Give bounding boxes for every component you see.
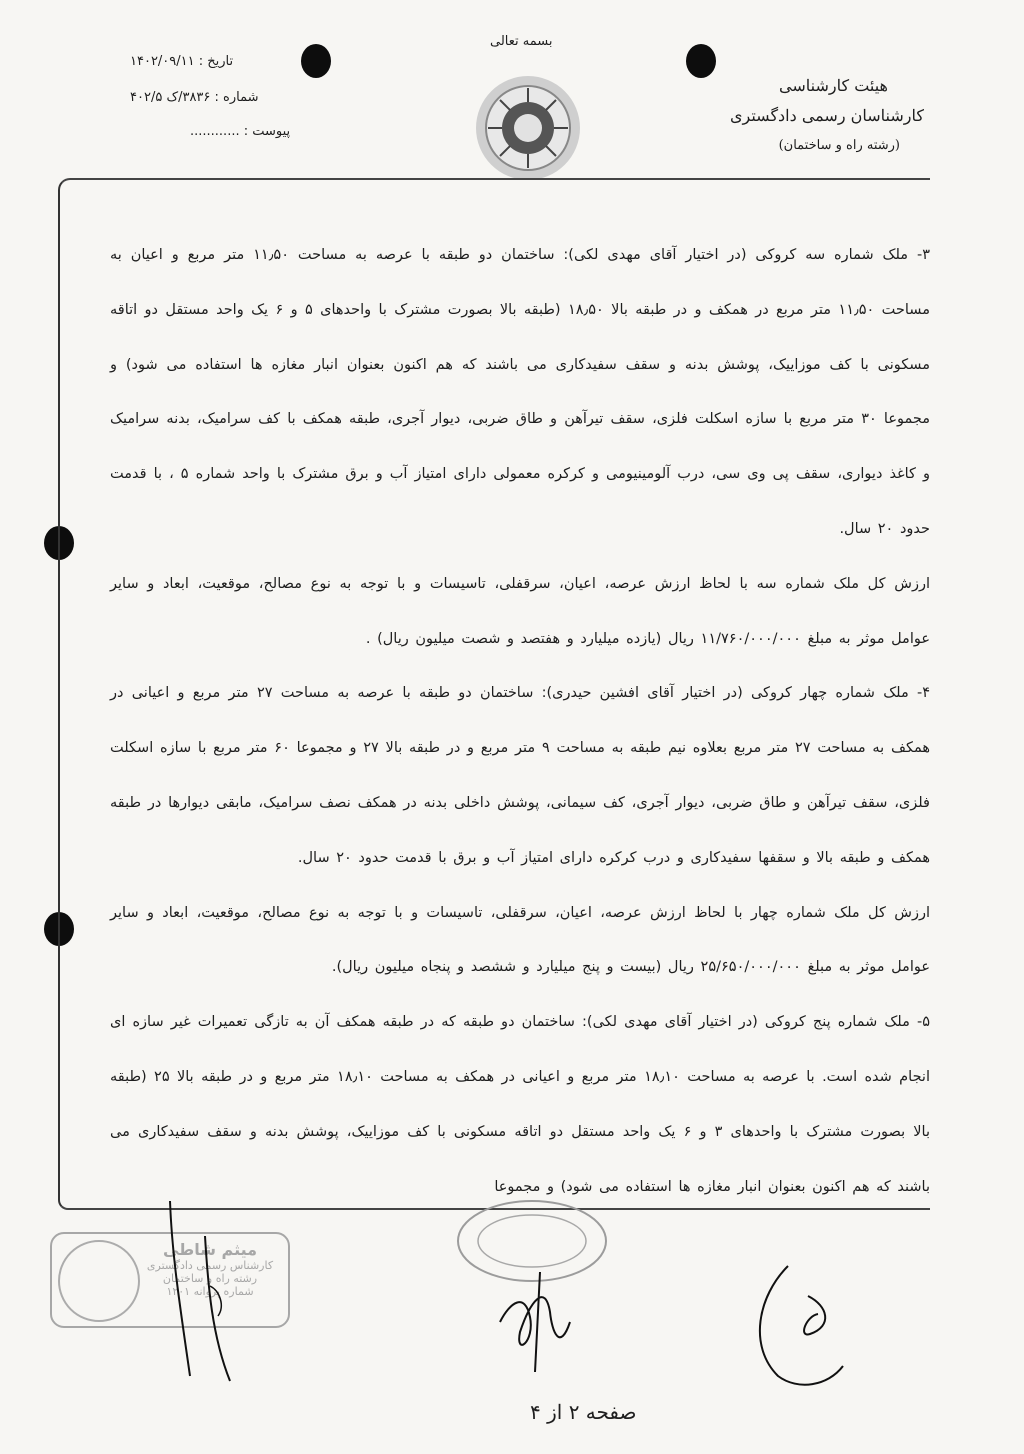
report-body — [110, 228, 930, 1214]
field-subtitle: (رشته راه و ساختمان) — [778, 138, 900, 153]
signature-center — [490, 1262, 590, 1382]
paragraph-property-3: ۳- ملک شماره سه کروکی (در اختیار آقای مهدی لکی): ساختمان دو طبقه با عرصه به مساحت ۱۱٫۵۰ متر مربع و اعیان به مساحت ۱۱٫۵۰ متر مربع در همکف و در طبقه بالا ۱۸٫۵۰ (طبقه بالا بصورت مشترک با واحدهای ۵ و ۶ یک واحد مستقل دو اتاقه مسکونی با کف موزاییک، پوشش بدنه و سقف سفیدکاری می باشند که هم اکنون بعنوان انبار مغازه ها استفاده می شود) و مجموعا ۳۰ متر مربع با سازه اسکلت فلزی، سقف تیرآهن و طاق ضربی، دیوار آجری، طبقه همکف با کف سرامیک، بدنه سرامیک و کاغذ دیواری، سقف پی وی سی، درب آلومینیومی و کرکره معمولی دارای امتیاز آب و برق مشترک با واحد شماره ۵ ، با قدمت حدود ۲۰ سال. — [110, 247, 930, 537]
paragraph-valuation-3: ارزش کل ملک شماره سه با لحاظ ارزش عرصه، اعیان، سرقفلی، تاسیسات و با توجه به نوع مصالح، موقعیت، ابعاد و سایر عوامل موثر به مبلغ ۱۱/۷۶۰/۰۰۰/۰۰۰ ریال (یازده میلیارد و هفتصد و شصت میلیون ریال) . — [110, 575, 930, 647]
stamp-line-3: شماره پروانه ۱۲۰۱ — [166, 1285, 254, 1298]
paragraph-property-4: ۴- ملک شماره چهار کروکی (در اختیار آقای افشین حیدری): ساختمان دو طبقه با عرصه به مساحت ۲۷ متر مربع و اعیانی در همکف به مساحت ۲۷ متر مربع بعلاوه نیم طبقه به مساحت ۹ متر مربع و در طبقه بالا ۲۷ و مجموعا ۶۰ متر مربع با سازه اسکلت فلزی، سقف تیرآهن و طاق ضربی، دیوار آجری، کف سیمانی، پوشش داخلی بدنه در همکف نصف سرامیک، مابقی دیوارها در طبقه همکف و طبقه بالا و سقفها سفیدکاری و درب کرکره دارای امتیاز آب و برق با قدمت حدود ۲۰ سال. — [110, 685, 931, 866]
signature-left — [150, 1196, 260, 1386]
paragraph-property-5: ۵- ملک شماره پنج کروکی (در اختیار آقای مهدی لکی): ساختمان دو طبقه که در طبقه همکف آن به تازگی تعمیرات غیر سازه ای انجام شده است. با عرصه به مساحت ۱۸٫۱۰ متر مربع و اعیانی در همکف به مساحت ۱۸٫۱۰ متر مربع و در طبقه بالا ۲۵ (طبقه بالا بصورت مشترک با واحدهای ۳ و ۶ یک واحد مستقل دو اتاقه مسکونی با کف موزاییک، پوشش بدنه و سقف سفیدکاری می باشند که هم اکنون بعنوان انبار مغازه ها استفاده می شود) و مجموعا — [110, 1014, 930, 1195]
page-number: صفحه ۲ از ۴ — [530, 1400, 637, 1424]
letter-date: تاریخ : ۱۴۰۲/۰۹/۱۱ — [130, 54, 234, 69]
letter-attachment: پیوست : ............ — [190, 124, 291, 139]
punch-hole-top-right — [686, 44, 716, 78]
stamp-name: میثم شاطی — [162, 1240, 258, 1259]
stamp-line-2: رشته راه و ساختمان — [162, 1272, 258, 1285]
paragraph-valuation-4: ارزش کل ملک شماره چهار با لحاظ ارزش عرصه، اعیان، سرقفلی، تاسیسات و با توجه به نوع مصالح، موقعیت، ابعاد و سایر عوامل موثر به مبلغ ۲۵/۶۵۰/۰۰۰/۰۰۰ ریال (بیست و پنج میلیارد و ششصد و پنجاه میلیون ریال). — [110, 904, 930, 976]
office-title: کارشناسان رسمی دادگستری — [729, 106, 924, 125]
signature-right — [748, 1256, 858, 1396]
stamp-seal-icon — [58, 1240, 140, 1322]
emblem-logo — [474, 74, 582, 182]
letter-number: شماره : ۳۸۳۶/ک ۴۰۲/۵ — [130, 90, 259, 105]
board-heading: هیئت کارشناسی — [779, 76, 888, 95]
punch-hole-top-left — [301, 44, 331, 78]
stamp-line-1: کارشناس رسمی دادگستری — [146, 1259, 274, 1272]
bismillah-heading: بسمه تعالی — [490, 34, 553, 49]
